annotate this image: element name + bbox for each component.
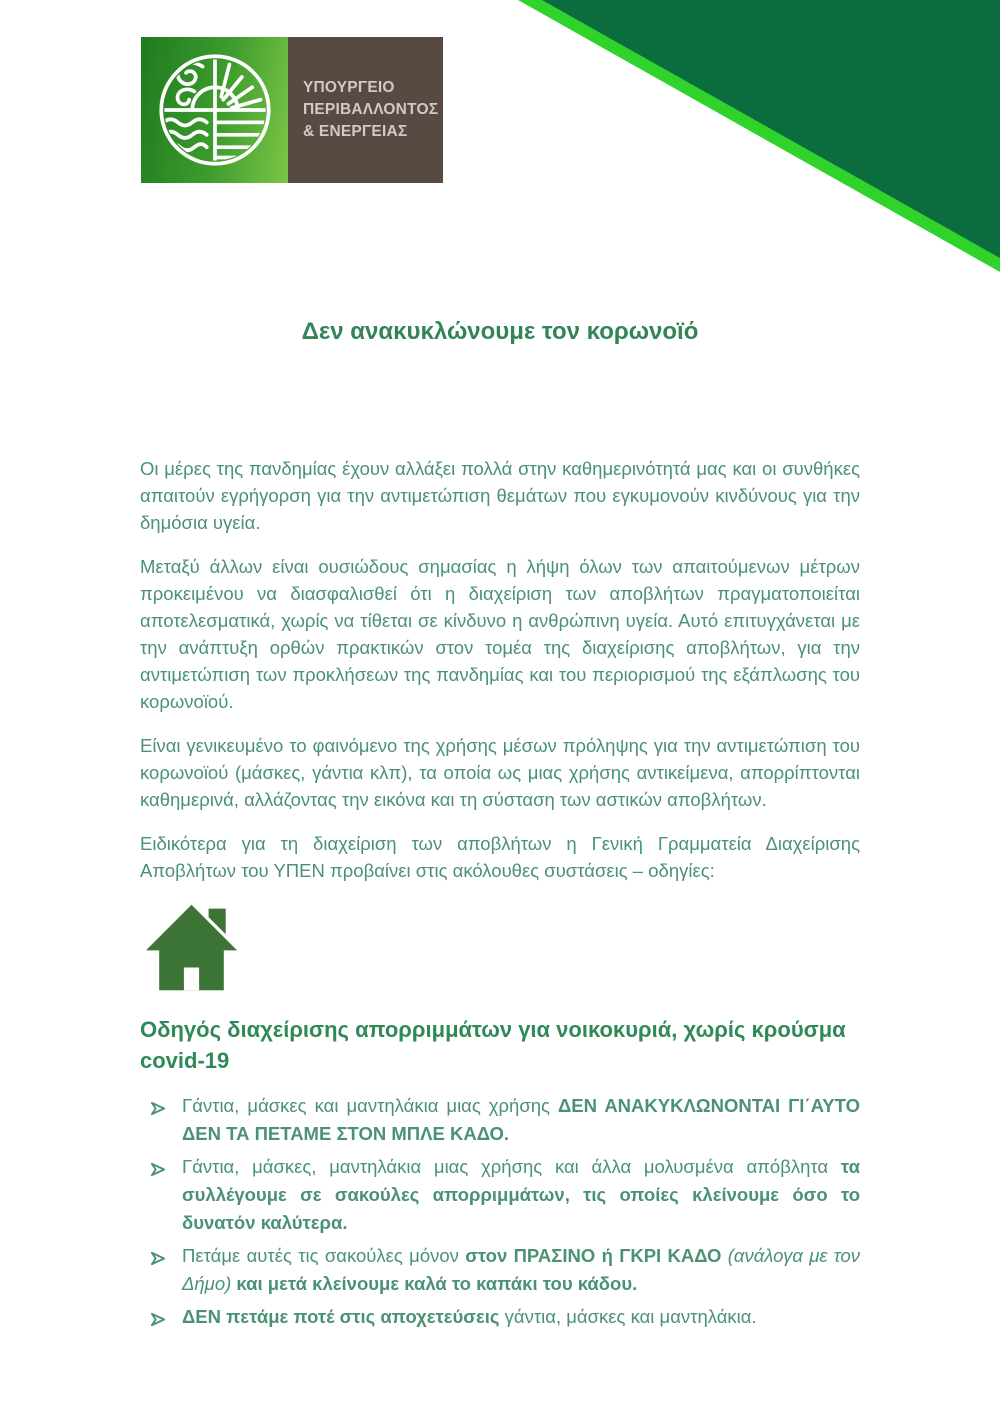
house-icon-graphic xyxy=(144,901,239,996)
list-item xyxy=(140,1303,860,1331)
list-item-text: ΔΕΝ πετάμε ποτέ στις αποχετεύσεις γάντια, μάσκες και μαντηλάκια. xyxy=(182,1306,757,1327)
arrow-bullet-icon xyxy=(150,1308,167,1325)
arrow-bullet-icon xyxy=(150,1097,167,1114)
section-heading: Οδηγός διαχείρισης απορριμμάτων για νοικοκυριά, χωρίς κρούσμα covid-19 xyxy=(140,1017,846,1073)
list-item-text: Πετάμε αυτές τις σακούλες μόνον στον ΠΡΑΣΙΝΟ ή ΓΚΡΙ ΚΑΔΟ (ανάλογα με τον Δήμο) και μετά κλείνουμε καλά το καπάκι του κάδου. xyxy=(182,1245,861,1294)
document-body xyxy=(140,455,860,1336)
body-paragraph: Οι μέρες της πανδημίας έχουν αλλάξει πολλά στην καθημερινότητά μας και οι συνθήκες απαιτούν εγρήγορση για την αντιμετώπιση θεμάτων που εγκυμονούν κινδύνους για την δημόσια υγεία. xyxy=(140,458,860,533)
house-icon xyxy=(144,901,239,996)
list-item-text: Γάντια, μάσκες και μαντηλάκια μιας χρήσης ΔΕΝ ΑΝΑΚΥΚΛΩΝΟΝΤΑΙ ΓΙ΄ΑΥΤΟ ΔΕΝ ΤΑ ΠΕΤΑΜΕ ΣΤΟΝ ΜΠΛΕ ΚΑΔΟ. xyxy=(182,1095,860,1144)
ministry-name-line: ΥΠΟΥΡΓΕΙΟ xyxy=(303,79,395,96)
environment-emblem-icon xyxy=(153,48,277,172)
guidelines-list xyxy=(140,1092,860,1331)
list-item xyxy=(140,1153,860,1237)
ministry-name-line: ΠΕΡΙΒΑΛΛΟΝΤΟΣ xyxy=(303,101,439,118)
list-item-text: Γάντια, μάσκες, μαντηλάκια μιας χρήσης και άλλα μολυσμένα απόβλητα τα συλλέγουμε σε σακούλες απορριμμάτων, τις οποίες κλείνουμε όσο το δυνατόν καλύτερα. xyxy=(182,1156,860,1233)
arrow-bullet-icon xyxy=(150,1247,167,1264)
body-paragraph: Ειδικότερα για τη διαχείριση των αποβλήτων η Γενική Γραμματεία Διαχείρισης Αποβλήτων του ΥΠΕΝ προβαίνει στις ακόλουθες συστάσεις – οδηγίες: xyxy=(140,833,860,881)
list-item xyxy=(140,1242,860,1298)
body-paragraph: Μεταξύ άλλων είναι ουσιώδους σημασίας η λήψη όλων των απαιτούμενων μέτρων προκειμένου να διασφαλισθεί ότι η διαχείριση των αποβλήτων πραγματοποιείται αποτελεσματικά, χωρίς να τίθεται σε κίνδυνο η ανθρώπινη υγεία. Αυτό επιτυγχάνεται με την ανάπτυξη ορθών πρακτικών στον τομέα της διαχείρισης αποβλήτων, για την αντιμετώπιση των προκλήσεων της πανδημίας και του περιορισμού της εξάπλωσης του κορωνοϊού. xyxy=(140,556,860,712)
ministry-name-line: & ΕΝΕΡΓΕΙΑΣ xyxy=(303,123,408,140)
page-title: Δεν ανακυκλώνουμε τον κορωνοϊό xyxy=(301,318,699,345)
list-item xyxy=(140,1092,860,1148)
ministry-emblem-box xyxy=(141,37,288,183)
ministry-logo xyxy=(141,37,443,183)
corner-ribbon xyxy=(508,0,1000,274)
ministry-name-box xyxy=(288,37,443,183)
body-paragraph: Είναι γενικευμένο το φαινόμενο της χρήσης μέσων πρόληψης για την αντιμετώπιση του κορωνοϊού (μάσκες, γάντια κλπ), τα οποία ως μιας χρήσης αντικείμενα, απορρίπτονται καθημερινά, αλλάζοντας την εικόνα και τη σύσταση των αστικών αποβλήτων. xyxy=(140,735,860,810)
arrow-bullet-icon xyxy=(150,1158,167,1175)
